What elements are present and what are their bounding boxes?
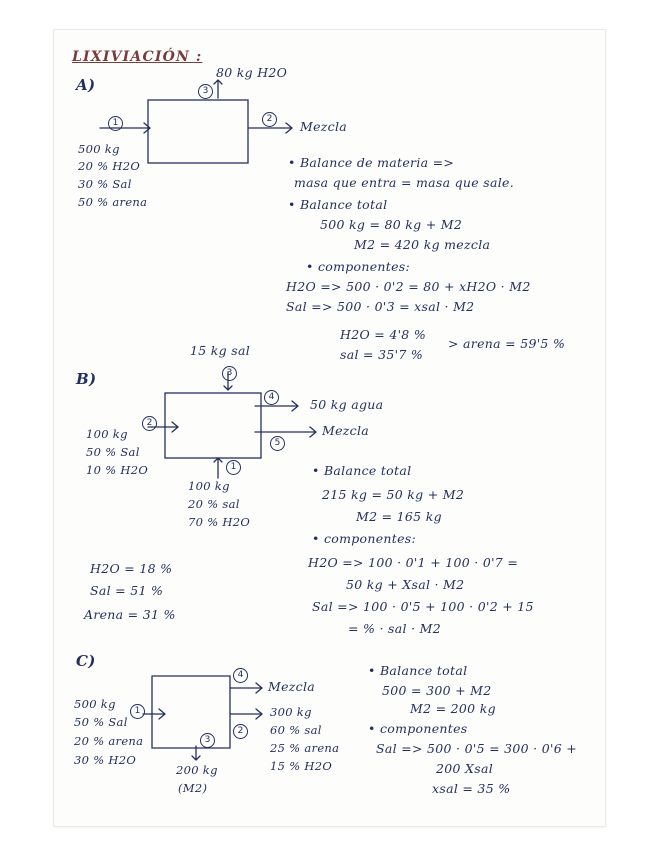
- b-note: 50 kg + Xsal · M2: [346, 577, 465, 592]
- a-note: sal = 35'7 %: [340, 347, 424, 362]
- a-note: • Balance de materia =>: [288, 155, 455, 170]
- c-out-top-stream: Mezcla: [268, 679, 316, 694]
- top-arrow-a: [214, 80, 222, 98]
- b-feed-left-line: 10 % H2O: [86, 463, 149, 477]
- c-note: • Balance total: [368, 663, 468, 678]
- c-feed-line: 30 % H2O: [74, 753, 137, 767]
- b-feed-bottom-line: 20 % sal: [188, 497, 240, 511]
- c-feed-line: 20 % arena: [74, 734, 144, 748]
- b-note: H2O => 100 · 0'1 + 100 · 0'7 =: [308, 555, 519, 570]
- c-stream-1-marker: 1: [130, 704, 145, 719]
- c-feed-line: 500 kg: [74, 697, 116, 711]
- a-note: H2O = 4'8 %: [340, 327, 427, 342]
- c-stream-2-marker: 2: [233, 724, 248, 739]
- c-feed-line: 50 % Sal: [74, 715, 128, 729]
- c-note: xsal = 35 %: [432, 781, 511, 796]
- b-note: M2 = 165 kg: [356, 509, 442, 524]
- out2-arrow-b: [255, 427, 316, 437]
- section-a-label: A): [76, 76, 96, 94]
- c-out-mid-line: 300 kg: [270, 705, 312, 719]
- b-stream-3-marker: 3: [222, 366, 237, 381]
- c-out-mid-line: 60 % sal: [270, 723, 322, 737]
- c-bottom-line: (M2): [178, 781, 208, 795]
- c-stream-4-marker: 4: [233, 668, 248, 683]
- b-note: 215 kg = 50 kg + M2: [322, 487, 465, 502]
- b-stream-5-marker: 5: [270, 436, 285, 451]
- a-stream-3-marker: 3: [198, 84, 213, 99]
- b-feed-bottom-line: 100 kg: [188, 479, 230, 493]
- a-note: H2O => 500 · 0'2 = 80 + xH2O · M2: [286, 279, 531, 294]
- b-result: Arena = 31 %: [84, 607, 176, 622]
- out-mid-arrow-c: [230, 709, 262, 719]
- b-out2-stream: Mezcla: [322, 423, 370, 438]
- b-feed-left-line: 50 % Sal: [86, 445, 140, 459]
- c-note: 500 = 300 + M2: [382, 683, 492, 698]
- page-title: LIXIVIACIÓN :: [72, 49, 203, 65]
- b-stream-2-marker: 2: [142, 416, 157, 431]
- process-box-a: [148, 100, 248, 163]
- section-c-label: C): [76, 652, 96, 670]
- b-stream-4-marker: 4: [264, 390, 279, 405]
- c-note: Sal => 500 · 0'5 = 300 · 0'6 +: [376, 741, 578, 756]
- a-note: 500 kg = 80 kg + M2: [320, 217, 463, 232]
- a-stream-2-marker: 2: [262, 112, 277, 127]
- feed-arrow-c: [143, 709, 165, 719]
- b-note: = % · sal · M2: [348, 621, 441, 636]
- b-stream-1-marker: 1: [226, 460, 241, 475]
- b-note: • Balance total: [312, 463, 412, 478]
- a-feed-line: 50 % arena: [78, 195, 148, 209]
- b-top-stream: 15 kg sal: [190, 343, 250, 358]
- a-note: > arena = 59'5 %: [448, 336, 566, 351]
- out-top-arrow-c: [230, 683, 262, 693]
- bottom-arrow-b: [214, 458, 222, 478]
- b-out1-stream: 50 kg agua: [310, 397, 384, 412]
- c-note: • componentes: [368, 721, 468, 736]
- diagram-c: [143, 676, 262, 760]
- section-b-label: B): [76, 370, 97, 388]
- b-feed-left-line: 100 kg: [86, 427, 128, 441]
- a-feed-line: 20 % H2O: [78, 159, 141, 173]
- c-out-mid-line: 25 % arena: [270, 741, 340, 755]
- b-result: Sal = 51 %: [90, 583, 164, 598]
- a-note: M2 = 420 kg mezcla: [354, 237, 491, 252]
- b-note: • componentes:: [312, 531, 416, 546]
- process-box-b: [165, 393, 261, 458]
- process-box-c: [152, 676, 230, 748]
- a-feed-line: 30 % Sal: [78, 177, 132, 191]
- c-note: 200 Xsal: [436, 761, 493, 776]
- a-feed-line: 500 kg: [78, 142, 120, 156]
- a-out-stream: Mezcla: [300, 119, 348, 134]
- b-result: H2O = 18 %: [90, 561, 173, 576]
- c-stream-3-marker: 3: [200, 733, 215, 748]
- c-note: M2 = 200 kg: [410, 701, 496, 716]
- b-note: Sal => 100 · 0'5 + 100 · 0'2 + 15: [312, 599, 534, 614]
- a-note: Sal => 500 · 0'3 = xsal · M2: [286, 299, 475, 314]
- a-top-stream: 80 kg H2O: [216, 65, 288, 80]
- b-feed-bottom-line: 70 % H2O: [188, 515, 251, 529]
- a-note: • componentes:: [306, 259, 410, 274]
- a-stream-1-marker: 1: [108, 116, 123, 131]
- c-out-mid-line: 15 % H2O: [270, 759, 333, 773]
- a-note: • Balance total: [288, 197, 388, 212]
- c-bottom-line: 200 kg: [176, 763, 218, 777]
- a-note: masa que entra = masa que sale.: [294, 175, 514, 190]
